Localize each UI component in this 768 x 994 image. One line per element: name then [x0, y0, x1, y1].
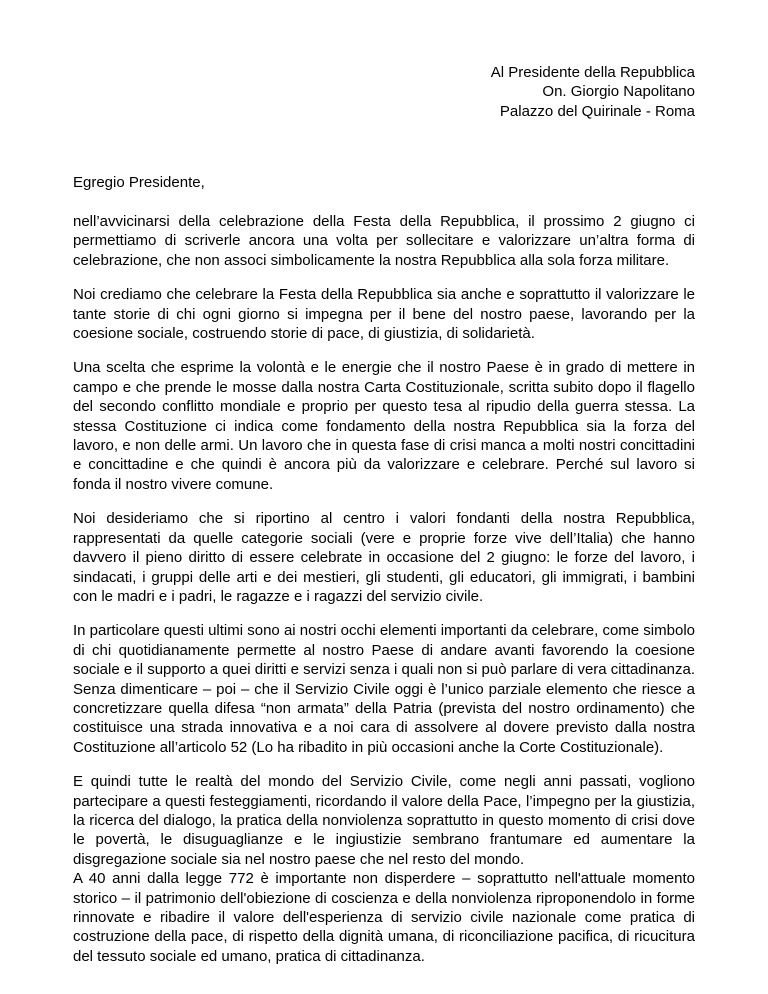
addressee-line-name: On. Giorgio Napolitano: [542, 83, 695, 101]
paragraph-6: E quindi tutte le realtà del mondo del Servizio Civile, come negli anni passati, vogliono partecipare a questi festeggiamenti, ricordando il valore della Pace, l’impegno per la giustizia, la ricerca del dialogo, la pratica della nonviolenza soprattutto in questo momento di crisi dove le povertà, le disuguaglianze e le ingiustizie sembrano frantumare ed aumentare la disgregazione sociale sia nel nostro paese che nel resto del mondo.: [73, 773, 695, 868]
paragraph-1: nell’avvicinarsi della celebrazione della Festa della Repubblica, il prossimo 2 giugno ci permettiamo di scriverle ancora una volta per sollecitare e valorizzare un’altra forma di celebrazione, che non associ simbolicamente la nostra Repubblica alla sola forza militare.: [73, 213, 695, 269]
paragraph-5: In particolare questi ultimi sono ai nostri occhi elementi importanti da celebrare, come simbolo di chi quotidianamente permette al nostro Paese di andare avanti favorendo la coesione sociale e il supporto a quei diritti e servizi senza i quali non si può parlare di vera cittadinanza. Senza dimenticare – poi – che il Servizio Civile oggi è l’unico parziale elemento che riesce a concretizzare quella difesa “non armata” della Patria (prevista del nostro ordinamento) che costituisce una strada innovativa e a noi cara di assolvere al dovere previsto dalla nostra Costituzione all’articolo 52 (Lo ha ribadito in più occasioni anche la Corte Costituzionale).: [73, 622, 696, 756]
letter-body: [73, 212, 695, 981]
addressee-line-address: Palazzo del Quirinale - Roma: [499, 102, 695, 120]
paragraph-7: A 40 anni dalla legge 772 è importante non disperdere – soprattutto nell'attuale momento storico – il patrimonio dell'obiezione di coscienza e della nonviolenza riproponendolo in forme rinnovate e ribadire il valore dell'esperienza di servizio civile nazionale come pratica di costruzione della pace, di rispetto della dignità umana, di riconciliazione pacifica, di ricucitura del tessuto sociale ed umano, pratica di cittadinanza.: [73, 870, 695, 965]
salutation: Egregio Presidente,: [73, 174, 205, 191]
paragraph-3: Una scelta che esprime la volontà e le energie che il nostro Paese è in grado di mettere in campo e che prende le mosse dalla nostra Carta Costituzionale, scritta subito dopo il flagello del secondo conflitto mondiale e proprio per questo tesa al ripudio della guerra stessa. La stessa Costituzione ci indica come fondamento della nostra Repubblica sia la forza del lavoro, e non delle armi. Un lavoro che in questa fase di crisi manca a molti nostri concittadini e concittadine e che quindi è ancora più da valorizzare e celebrare. Perché sul lavoro si fonda il nostro vivere comune.: [73, 359, 695, 493]
paragraph-2: Noi crediamo che celebrare la Festa della Repubblica sia anche e soprattutto il valorizzare le tante storie di chi ogni giorno si impegna per il bene del nostro paese, lavorando per la coesione sociale, costruendo storie di pace, di giustizia, di solidarietà.: [73, 286, 695, 343]
paragraph-4: Noi desideriamo che si riportino al centro i valori fondanti della nostra Repubblica, rappresentati da quelle categorie sociali (vere e proprie forze vive dell’Italia) che hanno davvero il pieno diritto di essere celebrate in occasione del 2 giugno: le forze del lavoro, i sindacati, i gruppi delle arti e dei mestieri, gli studenti, gli educatori, gli immigrati, i bambini con le madri e i padri, le ragazze e i ragazzi del servizio civile.: [73, 510, 695, 605]
addressee-block: [491, 63, 695, 121]
addressee-line-title: Al Presidente della Repubblica: [490, 64, 695, 81]
